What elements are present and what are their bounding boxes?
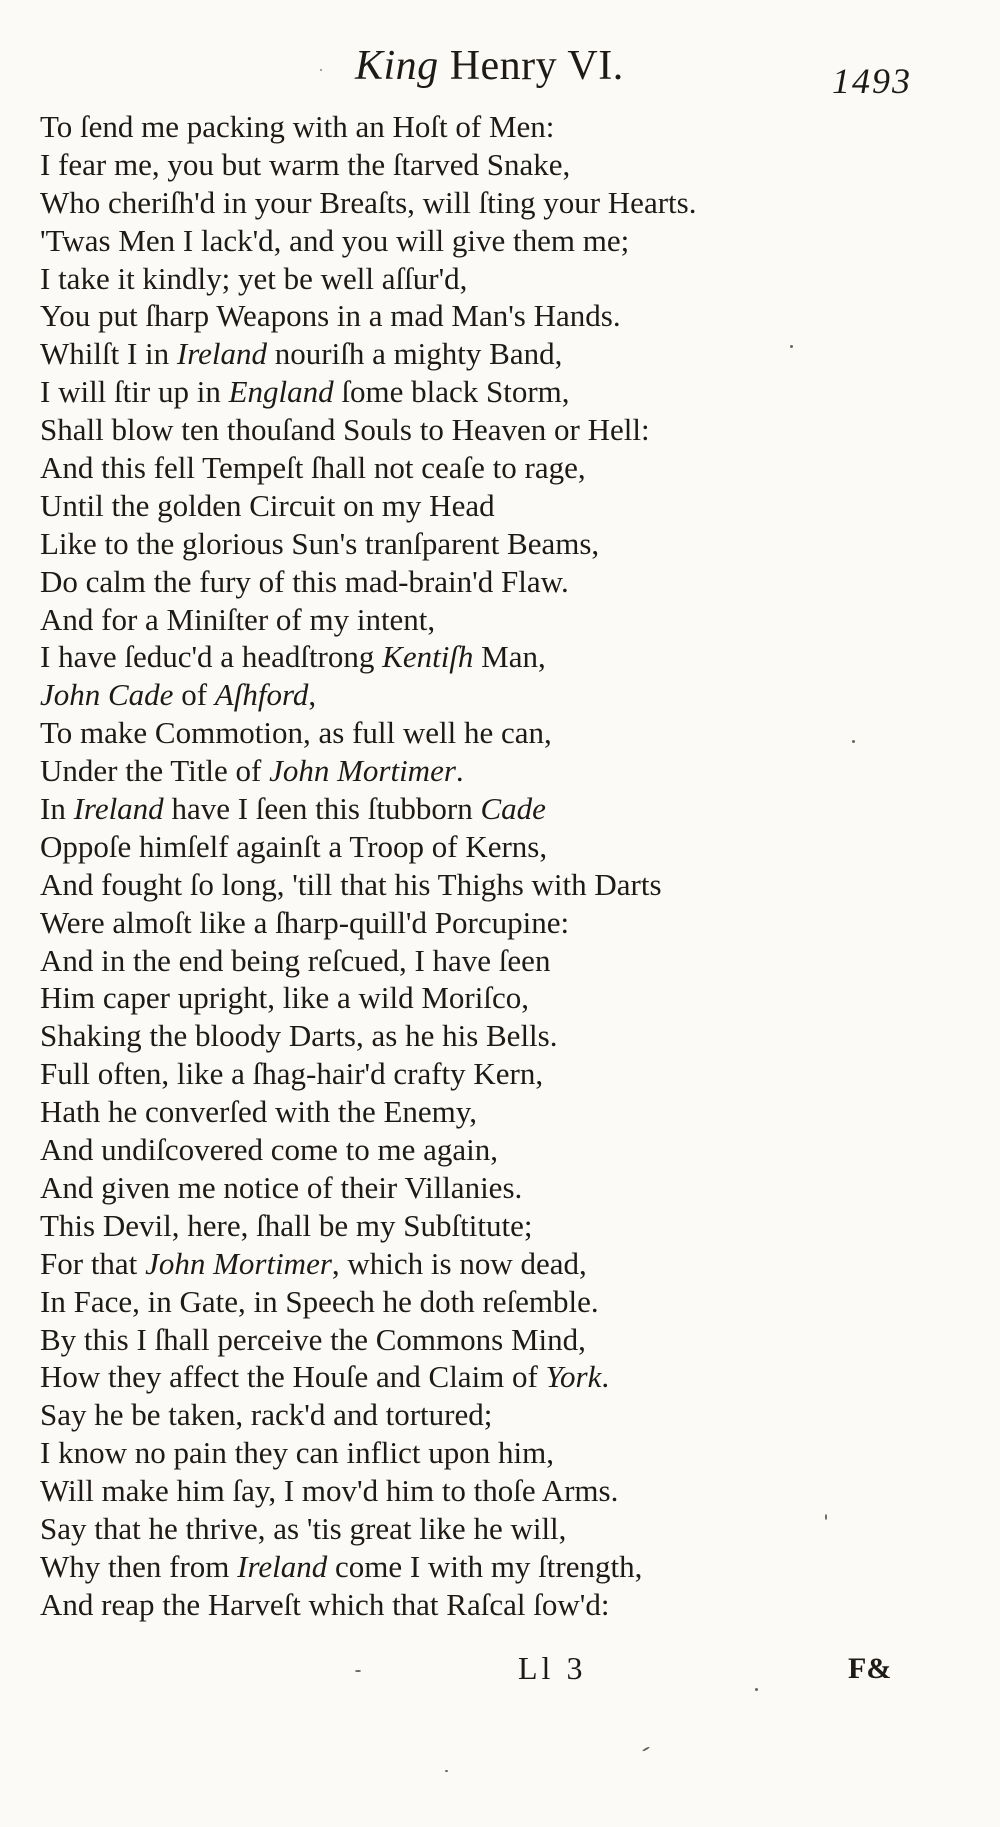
verse-line	[40, 1169, 940, 1207]
verse-segment: I take it kindly; yet be well aſſur'd,	[40, 260, 468, 296]
verse-line	[40, 1207, 940, 1245]
verse-italic-segment: Ireland	[176, 336, 268, 372]
verse-segment: And for a Miniſter of my intent,	[40, 601, 436, 637]
verse-segment: I have ſeduc'd a headſtrong	[40, 639, 383, 675]
verse-line	[40, 1396, 940, 1434]
verse-segment: Who cheriſh'd in your Breaſts, will ſting your Hearts.	[40, 184, 697, 220]
verse-line	[40, 1017, 940, 1055]
verse-line	[40, 714, 940, 752]
verse-line	[40, 1131, 940, 1169]
verse-italic-segment: Kentiſh	[382, 639, 474, 675]
verse-segment: I fear me, you but warm the ſtarved Snake,	[40, 146, 571, 182]
verse-line	[40, 942, 940, 980]
verse-italic-segment: York	[545, 1359, 602, 1395]
verse-text	[40, 108, 940, 1624]
paper-speck	[755, 1688, 758, 1691]
verse-segment: nouriſh a mighty Band,	[267, 336, 563, 372]
running-head	[0, 34, 1000, 101]
title-rest: Henry VI.	[449, 43, 624, 89]
verse-line	[40, 1055, 940, 1093]
verse-segment: 'Twas Men I lack'd, and you will give them me;	[40, 222, 630, 258]
verse-line	[40, 411, 940, 449]
verse-line	[40, 1321, 940, 1359]
verse-segment: How they affect the Houſe and Claim of	[40, 1359, 546, 1395]
verse-segment: And undiſcovered come to me again,	[40, 1132, 498, 1168]
verse-segment: .	[455, 753, 464, 789]
verse-line	[40, 866, 940, 904]
verse-line	[40, 260, 940, 298]
verse-line	[40, 828, 940, 866]
verse-segment: ,	[308, 677, 317, 713]
verse-line	[40, 525, 940, 563]
page-number: 1493	[832, 61, 912, 101]
paper-speck	[790, 345, 793, 348]
verse-segment: In	[40, 791, 74, 827]
verse-line	[40, 108, 940, 146]
verse-segment: ſome black Storm,	[333, 374, 570, 410]
printer-mark: ·	[318, 60, 324, 80]
verse-line	[40, 563, 940, 601]
verse-segment: For that	[40, 1245, 146, 1281]
verse-line	[40, 487, 940, 525]
paper-speck	[825, 1514, 827, 1520]
verse-line	[40, 790, 940, 828]
verse-segment: Under the Title of	[40, 753, 270, 789]
verse-segment: This Devil, here, ſhall be my Subſtitute;	[40, 1207, 533, 1243]
verse-segment: Full often, like a ſhag-hair'd crafty Kern,	[40, 1056, 544, 1092]
catchword: F&	[848, 1652, 892, 1685]
verse-line	[40, 1283, 940, 1321]
verse-segment: In Face, in Gate, in Speech he doth reſemble.	[40, 1283, 599, 1319]
verse-line	[40, 601, 940, 639]
verse-line	[40, 335, 940, 373]
verse-line	[40, 1510, 940, 1548]
verse-line	[40, 1358, 940, 1396]
verse-line	[40, 222, 940, 260]
verse-line	[40, 373, 940, 411]
verse-italic-segment: John Mortimer	[145, 1245, 332, 1281]
verse-segment: Do calm the fury of this mad-brain'd Flaw.	[40, 563, 569, 599]
verse-line	[40, 979, 940, 1017]
verse-segment: Say he be taken, rack'd and tortured;	[40, 1397, 493, 1433]
verse-line	[40, 904, 940, 942]
verse-segment: Hath he converſed with the Enemy,	[40, 1094, 478, 1130]
verse-segment: To make Commotion, as full well he can,	[40, 715, 552, 751]
title-italic: King	[355, 43, 439, 89]
verse-italic-segment: John Cade	[40, 677, 174, 713]
verse-line	[40, 1472, 940, 1510]
verse-line	[40, 1586, 940, 1624]
verse-segment: Say that he thrive, as 'tis great like he will,	[40, 1510, 567, 1546]
verse-segment: Why then from	[40, 1548, 238, 1584]
verse-segment: Shall blow ten thouſand Souls to Heaven or Hell:	[40, 412, 650, 448]
verse-line	[40, 297, 940, 335]
verse-segment: Like to the glorious Sun's tranſparent Beams,	[40, 525, 600, 561]
verse-segment: have I ſeen this ſtubborn	[163, 791, 481, 827]
verse-line	[40, 184, 940, 222]
verse-segment: I know no pain they can inflict upon him,	[40, 1435, 554, 1471]
verse-segment: Oppoſe himſelf againſt a Troop of Kerns,	[40, 828, 548, 864]
verse-segment: And in the end being reſcued, I have ſeen	[40, 942, 551, 978]
paper-speck	[852, 740, 855, 743]
verse-italic-segment: Ireland	[237, 1548, 328, 1584]
paper-speck	[642, 1746, 650, 1752]
verse-segment: Man,	[473, 639, 546, 675]
verse-segment: Shaking the bloody Darts, as he his Bells.	[40, 1018, 558, 1054]
verse-segment: Until the golden Circuit on my Head	[40, 487, 495, 523]
verse-italic-segment: John Mortimer	[269, 753, 456, 789]
verse-segment: And this fell Tempeſt ſhall not ceaſe to rage,	[40, 450, 586, 486]
verse-italic-segment: Aſhford	[214, 677, 309, 713]
verse-segment: Were almoſt like a ſharp-quill'd Porcupine:	[40, 904, 570, 940]
signature-mark: Ll 3	[518, 1650, 587, 1686]
verse-segment: Whilſt I in	[40, 336, 177, 372]
paper-speck	[445, 1770, 448, 1772]
verse-segment: of	[173, 677, 215, 713]
verse-segment: And given me notice of their Villanies.	[40, 1169, 523, 1205]
verse-line	[40, 752, 940, 790]
verse-line	[40, 676, 940, 714]
paper-speck	[355, 1670, 361, 1672]
verse-segment: You put ſharp Weapons in a mad Man's Hands.	[40, 298, 621, 334]
verse-segment: come I with my ſtrength,	[327, 1548, 643, 1584]
verse-segment: Will make him ſay, I mov'd him to thoſe Arms.	[40, 1473, 619, 1509]
verse-segment: To ſend me packing with an Hoſt of Men:	[40, 109, 555, 144]
page-footer	[0, 1650, 1000, 1710]
verse-segment: I will ſtir up in	[40, 374, 229, 410]
verse-line	[40, 1245, 940, 1283]
verse-line	[40, 1548, 940, 1586]
verse-segment: , which is now dead,	[331, 1245, 587, 1281]
verse-segment: And fought ſo long, 'till that his Thighs with Darts	[40, 866, 662, 902]
verse-italic-segment: Cade	[480, 791, 546, 827]
verse-italic-segment: England	[228, 374, 334, 410]
page-title	[355, 42, 624, 90]
verse-line	[40, 146, 940, 184]
verse-segment: .	[601, 1359, 610, 1395]
verse-line	[40, 1093, 940, 1131]
verse-line	[40, 449, 940, 487]
verse-italic-segment: Ireland	[73, 791, 164, 827]
verse-line	[40, 638, 940, 676]
verse-segment: Him caper upright, like a wild Moriſco,	[40, 980, 529, 1016]
verse-segment: And reap the Harveſt which that Raſcal ſow'd:	[40, 1586, 610, 1622]
verse-line	[40, 1434, 940, 1472]
verse-segment: By this I ſhall perceive the Commons Mind,	[40, 1321, 586, 1357]
